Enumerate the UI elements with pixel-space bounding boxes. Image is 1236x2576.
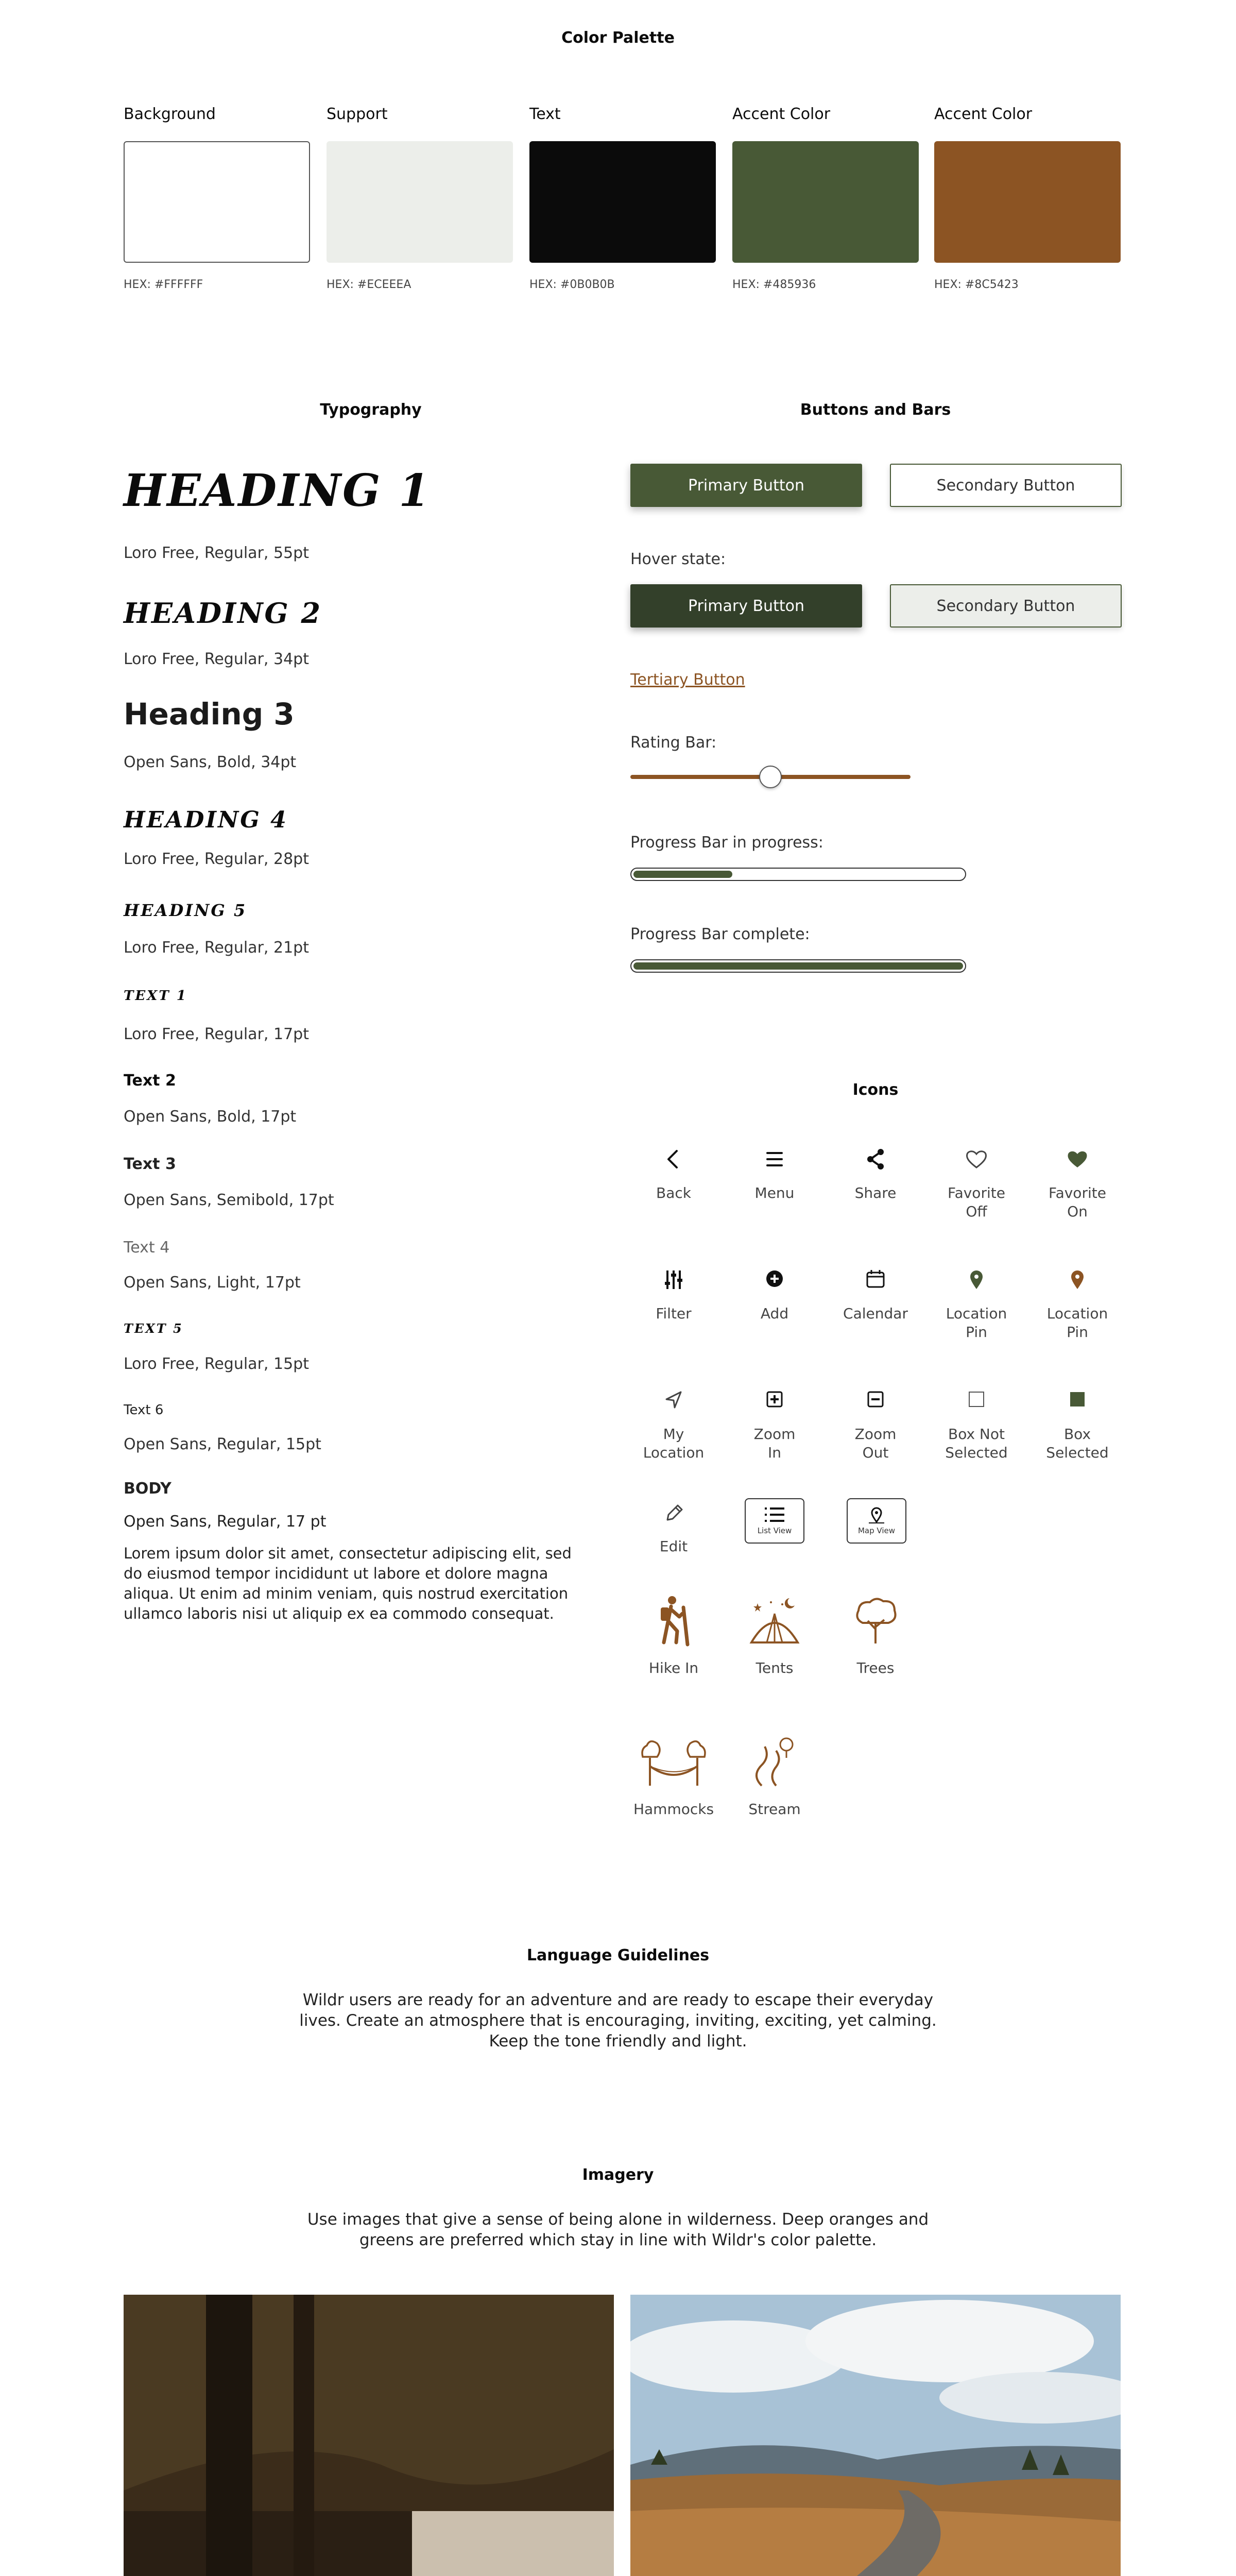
pin-green-line-1: Location xyxy=(946,1305,1007,1322)
swatch-support xyxy=(327,141,513,263)
rating-bar-handle[interactable] xyxy=(759,766,782,788)
text-1-meta: Loro Free, Regular, 17pt xyxy=(124,1025,309,1043)
swatch-background xyxy=(124,141,310,263)
body-lorem xyxy=(124,1544,587,1624)
swatch-hex-text: HEX: #0B0B0B xyxy=(529,278,615,291)
icon-box-selected[interactable] xyxy=(1036,1385,1119,1462)
icon-back[interactable] xyxy=(632,1144,715,1202)
progress-complete-label: Progress Bar complete: xyxy=(630,925,810,943)
icon-edit-label: Edit xyxy=(659,1538,688,1555)
icons-title: Icons xyxy=(852,1081,899,1099)
language-paragraph xyxy=(206,1990,1030,2052)
progress-bar xyxy=(630,868,966,881)
map-view-label: Map View xyxy=(857,1526,896,1535)
fav-on-line-2: On xyxy=(1067,1203,1088,1220)
calendar-icon xyxy=(860,1264,891,1295)
checkbox-empty-icon xyxy=(961,1385,992,1416)
swatch-hex-background: HEX: #FFFFFF xyxy=(124,278,203,291)
buttons-title: Buttons and Bars xyxy=(800,401,951,419)
icon-stream[interactable] xyxy=(733,1734,816,1819)
heading-1-sample: HEADING 1 xyxy=(124,465,432,517)
text-6-meta: Open Sans, Regular, 15pt xyxy=(124,1435,321,1453)
icon-filter-label: Filter xyxy=(656,1305,692,1322)
icon-menu[interactable] xyxy=(733,1144,816,1202)
icon-box-selected-label xyxy=(1036,1425,1119,1462)
location-pin-orange-icon xyxy=(1062,1264,1093,1295)
typography-title: Typography xyxy=(320,401,422,419)
text-4-meta: Open Sans, Light, 17pt xyxy=(124,1274,301,1292)
icon-my-location-label xyxy=(632,1425,715,1462)
icon-zoom-in[interactable] xyxy=(733,1385,816,1462)
icon-location-pin-orange[interactable] xyxy=(1036,1264,1119,1342)
language-line-2: lives. Create an atmosphere that is encouraging, inviting, exciting, yet calming. xyxy=(299,2011,937,2030)
back-icon xyxy=(658,1144,689,1175)
icon-edit[interactable] xyxy=(632,1497,715,1556)
secondary-button-hover[interactable]: Secondary Button xyxy=(890,584,1122,628)
fav-off-line-2: Off xyxy=(966,1203,987,1220)
swatch-accent-orange xyxy=(934,141,1121,263)
imagery-line-1: Use images that give a sense of being alone in wilderness. Deep oranges and xyxy=(307,2210,929,2229)
icon-my-location[interactable] xyxy=(632,1385,715,1462)
icon-hammocks[interactable] xyxy=(632,1734,715,1819)
menu-icon xyxy=(759,1144,790,1175)
swatch-hex-accent-green: HEX: #485936 xyxy=(732,278,816,291)
zoomout-line-1: Zoom xyxy=(854,1426,897,1443)
heading-4-sample: HEADING 4 xyxy=(124,807,288,833)
hammock-icon xyxy=(638,1734,710,1791)
icon-back-label: Back xyxy=(656,1184,691,1201)
zoomout-line-2: Out xyxy=(862,1444,889,1461)
text-1-sample: TEXT 1 xyxy=(124,988,187,1004)
text-3-meta: Open Sans, Semibold, 17pt xyxy=(124,1191,334,1209)
language-title: Language Guidelines xyxy=(526,1946,710,1964)
list-view-button[interactable] xyxy=(745,1498,804,1544)
list-view-label: List View xyxy=(757,1526,792,1535)
zoomin-line-1: Zoom xyxy=(753,1426,796,1443)
primary-button-hover[interactable]: Primary Button xyxy=(630,584,862,628)
heading-2-sample: HEADING 2 xyxy=(124,597,322,630)
heading-1-meta: Loro Free, Regular, 55pt xyxy=(124,544,309,562)
swatch-hex-support: HEX: #ECEEEA xyxy=(327,278,411,291)
body-lorem-line-3: aliqua. Ut enim ad minim veniam, quis nostrud exercitation xyxy=(124,1585,569,1602)
heart-outline-icon xyxy=(961,1144,992,1175)
progress-bar-complete-fill xyxy=(633,962,963,970)
icon-box-not-label xyxy=(935,1425,1018,1462)
icon-hike-in-label: Hike In xyxy=(648,1659,699,1676)
heading-5-meta: Loro Free, Regular, 21pt xyxy=(124,939,309,957)
rating-bar[interactable] xyxy=(630,766,911,788)
icon-pin-orange-label xyxy=(1036,1304,1119,1342)
boxsel-line-2: Selected xyxy=(1046,1444,1109,1461)
boxnot-line-1: Box Not xyxy=(948,1426,1005,1443)
text-2-meta: Open Sans, Bold, 17pt xyxy=(124,1108,297,1126)
zoom-in-icon xyxy=(759,1385,790,1416)
icon-favorite-on[interactable] xyxy=(1036,1144,1119,1221)
icon-location-pin-green[interactable] xyxy=(935,1264,1018,1342)
location-pin-green-icon xyxy=(961,1264,992,1295)
text-5-sample: TEXT 5 xyxy=(124,1321,183,1336)
primary-button[interactable]: Primary Button xyxy=(630,464,862,507)
icon-add[interactable] xyxy=(733,1264,816,1323)
icon-share[interactable] xyxy=(834,1144,917,1202)
boxsel-line-1: Box xyxy=(1063,1426,1091,1443)
text-5-meta: Loro Free, Regular, 15pt xyxy=(124,1355,309,1373)
icon-hammocks-label: Hammocks xyxy=(633,1801,714,1818)
list-icon xyxy=(762,1504,787,1525)
heart-filled-icon xyxy=(1062,1144,1093,1175)
pin-orange-line-2: Pin xyxy=(1067,1324,1088,1341)
swatch-accent-green xyxy=(732,141,919,263)
heading-5-sample: HEADING 5 xyxy=(124,901,247,920)
progress-bar-complete xyxy=(630,959,966,973)
swatch-label-background: Background xyxy=(124,105,216,123)
text-3-sample: Text 3 xyxy=(124,1155,176,1173)
text-4-sample: Text 4 xyxy=(124,1239,170,1257)
icon-calendar[interactable] xyxy=(834,1264,917,1323)
hiker-icon xyxy=(645,1593,702,1650)
icon-favorite-on-label xyxy=(1036,1184,1119,1221)
icon-tents-label: Tents xyxy=(756,1659,794,1676)
fav-on-line-1: Favorite xyxy=(1049,1184,1106,1201)
filter-sliders-icon xyxy=(658,1264,689,1295)
imagery-title: Imagery xyxy=(582,2166,654,2184)
tree-icon xyxy=(847,1593,904,1650)
text-2-sample: Text 2 xyxy=(124,1072,176,1090)
body-lorem-line-4: ullamco laboris nisi ut aliquip ex ea commodo consequat. xyxy=(124,1605,554,1622)
icon-zoom-out[interactable] xyxy=(834,1385,917,1462)
icon-box-not-selected[interactable] xyxy=(935,1385,1018,1462)
heading-3-sample: Heading 3 xyxy=(124,697,295,732)
body-lorem-line-1: Lorem ipsum dolor sit amet, consectetur adipiscing elit, sed xyxy=(124,1545,572,1562)
photo-hammock-forest xyxy=(124,2295,614,2576)
map-pin-icon xyxy=(864,1504,889,1525)
pin-green-line-2: Pin xyxy=(966,1324,987,1341)
icon-filter[interactable] xyxy=(632,1264,715,1323)
body-sample: BODY xyxy=(124,1480,171,1498)
heading-3-meta: Open Sans, Bold, 34pt xyxy=(124,753,297,771)
swatch-label-text: Text xyxy=(529,105,561,123)
body-meta: Open Sans, Regular, 17 pt xyxy=(124,1513,327,1531)
add-circle-icon xyxy=(759,1264,790,1295)
secondary-button[interactable]: Secondary Button xyxy=(890,464,1122,507)
icon-stream-label: Stream xyxy=(748,1801,801,1818)
myloc-line-1: My xyxy=(663,1426,684,1443)
progress-bar-fill xyxy=(633,871,732,878)
map-view-button[interactable] xyxy=(847,1498,906,1544)
swatch-text xyxy=(529,141,716,263)
icon-tents[interactable] xyxy=(733,1593,816,1677)
heading-2-meta: Loro Free, Regular, 34pt xyxy=(124,650,309,668)
icon-share-label: Share xyxy=(854,1184,897,1201)
zoom-out-icon xyxy=(860,1385,891,1416)
rating-bar-label: Rating Bar: xyxy=(630,734,717,752)
progress-bar-label: Progress Bar in progress: xyxy=(630,834,823,852)
icon-hike-in[interactable] xyxy=(632,1593,715,1677)
language-line-1: Wildr users are ready for an adventure and are ready to escape their everyday xyxy=(302,1991,934,2009)
stream-icon xyxy=(746,1734,803,1791)
icon-favorite-off-label xyxy=(935,1184,1018,1221)
zoomin-line-2: In xyxy=(767,1444,781,1461)
boxnot-line-2: Selected xyxy=(945,1444,1008,1461)
swatch-label-accent-orange: Accent Color xyxy=(934,105,1033,123)
language-line-3: Keep the tone friendly and light. xyxy=(489,2032,747,2050)
tent-icon xyxy=(746,1593,803,1650)
icon-calendar-label: Calendar xyxy=(843,1305,908,1322)
swatch-label-support: Support xyxy=(327,105,388,123)
icon-zoom-in-label xyxy=(733,1425,816,1462)
icon-trees[interactable] xyxy=(834,1593,917,1677)
swatch-hex-accent-orange: HEX: #8C5423 xyxy=(934,278,1019,291)
heading-4-meta: Loro Free, Regular, 28pt xyxy=(124,850,309,868)
navigation-arrow-icon xyxy=(658,1385,689,1416)
body-lorem-line-2: do eiusmod tempor incididunt ut labore et dolore magna xyxy=(124,1565,548,1582)
pin-orange-line-1: Location xyxy=(1046,1305,1108,1322)
icon-add-label: Add xyxy=(760,1305,789,1322)
fav-off-line-1: Favorite xyxy=(948,1184,1005,1201)
tertiary-button[interactable]: Tertiary Button xyxy=(630,671,745,689)
icon-pin-green-label xyxy=(935,1304,1018,1342)
imagery-line-2: greens are preferred which stay in line with Wildr's color palette. xyxy=(359,2231,877,2249)
myloc-line-2: Location xyxy=(643,1444,705,1461)
icon-trees-label: Trees xyxy=(856,1659,895,1676)
pencil-icon xyxy=(658,1497,689,1528)
imagery-paragraph xyxy=(206,2209,1030,2250)
share-icon xyxy=(860,1144,891,1175)
icon-favorite-off[interactable] xyxy=(935,1144,1018,1221)
icon-menu-label: Menu xyxy=(754,1184,795,1201)
text-6-sample: Text 6 xyxy=(124,1402,164,1418)
hover-state-label: Hover state: xyxy=(630,550,726,568)
checkbox-filled-icon xyxy=(1062,1385,1093,1416)
swatch-label-accent-green: Accent Color xyxy=(732,105,831,123)
photo-mountain-road xyxy=(630,2295,1121,2576)
icon-zoom-out-label xyxy=(834,1425,917,1462)
palette-title: Color Palette xyxy=(561,29,675,47)
